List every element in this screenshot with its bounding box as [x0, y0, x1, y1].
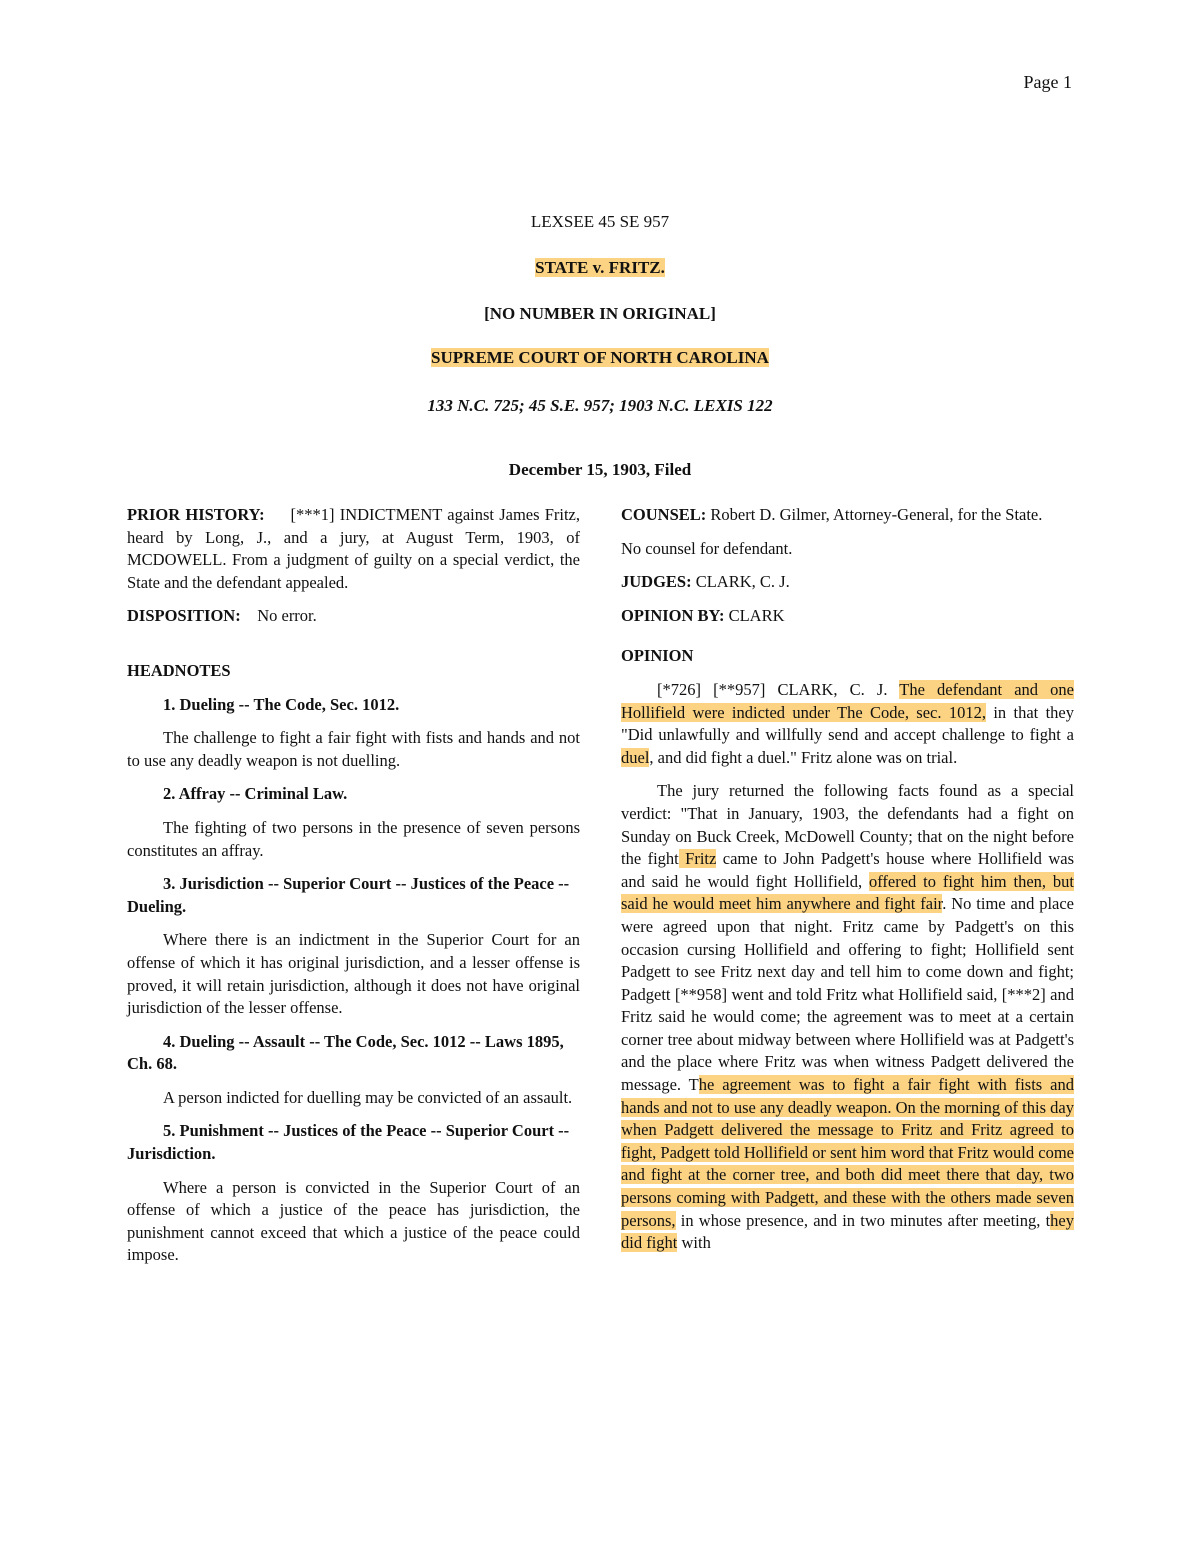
opinion-text: . No time and place were agreed upon that night. Fritz came by Padgett's on this occasion cursing Hollifield and offering to fight; Hollifield sent Padgett to see Fritz next day and tell him to come down and fight; Padgett [**958] went and told Fritz what Hollifield said, [***2] and Fritz said he would come; the agreement was to meet at a certain corner tree about midway between where Hollifield was at Padgett's and the place where Fritz was when witness Padgett delivered the message. T	[621, 894, 1074, 1095]
prior-history-label: PRIOR HISTORY:	[127, 505, 265, 524]
opinion-paragraph-1	[621, 679, 1074, 769]
prior-history	[127, 504, 580, 594]
opinion-text: with	[677, 1233, 711, 1253]
opinion-by-label: OPINION BY:	[621, 605, 725, 625]
citation-line: 133 N.C. 725; 45 S.E. 957; 1903 N.C. LEXIS 122	[427, 396, 773, 415]
opinion-text: [*726] [**957] CLARK, C. J.	[657, 679, 900, 699]
highlight: Fritz	[678, 849, 717, 869]
headnote-text: A person indicted for duelling may be convicted of an assault.	[163, 1087, 573, 1107]
no-counsel: No counsel for defendant.	[621, 538, 793, 558]
judges-label: JUDGES:	[621, 572, 692, 592]
headnote-title: 3. Jurisdiction -- Superior Court -- Justices of the Peace -- Dueling.	[127, 874, 570, 916]
case-title	[0, 258, 1200, 278]
left-column	[127, 504, 580, 1278]
headnote-title: 4. Dueling -- Assault -- The Code, Sec. 1012 -- Laws 1895, Ch. 68.	[127, 1031, 564, 1074]
headnote-text: The challenge to fight a fair fight with fists and hands and not to use any deadly weapon is not duelling.	[127, 728, 580, 770]
opinion-text: in whose presence, and in two minutes after meeting, t	[675, 1210, 1051, 1230]
case-title-highlight: STATE v. FRITZ.	[535, 258, 665, 277]
filed-date: December 15, 1903, Filed	[508, 460, 692, 479]
highlight: duel	[621, 747, 650, 767]
counsel	[621, 504, 1074, 527]
headnote-text: Where a person is convicted in the Superior Court of an offense of which a justice of the peace has jurisdiction, the punishment cannot exceed that which a justice of the peace could impose.	[127, 1177, 580, 1265]
opinion-text: in that they "Did unlawfully and willfully send and accept challenge to fight a	[621, 702, 1075, 745]
opinion-text: , and did fight a duel." Fritz alone was on trial.	[649, 747, 958, 767]
opinion-heading: OPINION	[621, 646, 694, 666]
court-name-highlight: SUPREME COURT OF NORTH CAROLINA	[431, 348, 769, 367]
headnote-text: The fighting of two persons in the presence of seven persons constitutes an affray.	[127, 817, 580, 860]
highlight: hey did fight	[621, 1210, 1074, 1253]
no-number-line: [NO NUMBER IN ORIGINAL]	[484, 304, 716, 323]
highlight: offered to fight him then, but said he would meet him anywhere and fight fair	[621, 871, 1074, 914]
disposition-text: No error.	[257, 606, 317, 626]
counsel-label: COUNSEL:	[621, 505, 707, 524]
headnote-title: 1. Dueling -- The Code, Sec. 1012.	[163, 694, 400, 714]
headnote-title: 2. Affray -- Criminal Law.	[163, 784, 348, 804]
headnote-title: 5. Punishment -- Justices of the Peace -- Superior Court -- Jurisdiction.	[127, 1121, 570, 1164]
right-column	[621, 504, 1074, 1266]
judges-text: CLARK, C. J.	[695, 572, 790, 592]
disposition-label: DISPOSITION:	[127, 606, 241, 626]
opinion-by	[621, 605, 1074, 628]
counsel-text: Robert D. Gilmer, Attorney-General, for the State.	[710, 505, 1043, 524]
opinion-text: The jury returned the following facts found as a special verdict: "That in January, 1903, the defendants had a fight on Sunday on Buck Creek, McDowell County; that on the night before the fight	[621, 781, 1074, 869]
opinion-paragraph-2	[621, 780, 1074, 1254]
disposition	[127, 605, 580, 628]
highlight: The defendant and one Hollifield were indicted under The Code, sec. 1012,	[621, 679, 1074, 722]
page-number: Page 1	[1023, 72, 1072, 92]
highlight: he agreement was to fight a fair fight with fists and hands and not to use any deadly weapon. On the morning of this day when Padgett delivered the message to Fritz and Fritz agreed to fight, Padgett told Hollifield or sent him word that Fritz would come and fight at the corner tree, and both did meet there that day, two persons coming with Padgett, and these with the others made seven persons,	[621, 1075, 1074, 1230]
opinion-text: came to John Padgett's house where Hollifield was and said he would fight Hollifield,	[621, 849, 1074, 891]
prior-history-text: [***1] INDICTMENT against James Fritz, heard by Long, J., and a jury, at August Term, 1903, of MCDOWELL. From a judgment of guilty on a special verdict, the State and the defendant appealed.	[127, 505, 581, 592]
opinion-by-text: CLARK	[728, 605, 785, 625]
headnotes-heading: HEADNOTES	[127, 660, 231, 680]
judges	[621, 571, 1074, 594]
court-name	[0, 348, 1200, 368]
lexsee-line: LEXSEE 45 SE 957	[530, 212, 670, 231]
headnote-text: Where there is an indictment in the Superior Court for an offense of which it has original jurisdiction, and a lesser offense is proved, it will retain jurisdiction, although it does not have original jurisdiction of the lesser offense.	[127, 930, 580, 1018]
